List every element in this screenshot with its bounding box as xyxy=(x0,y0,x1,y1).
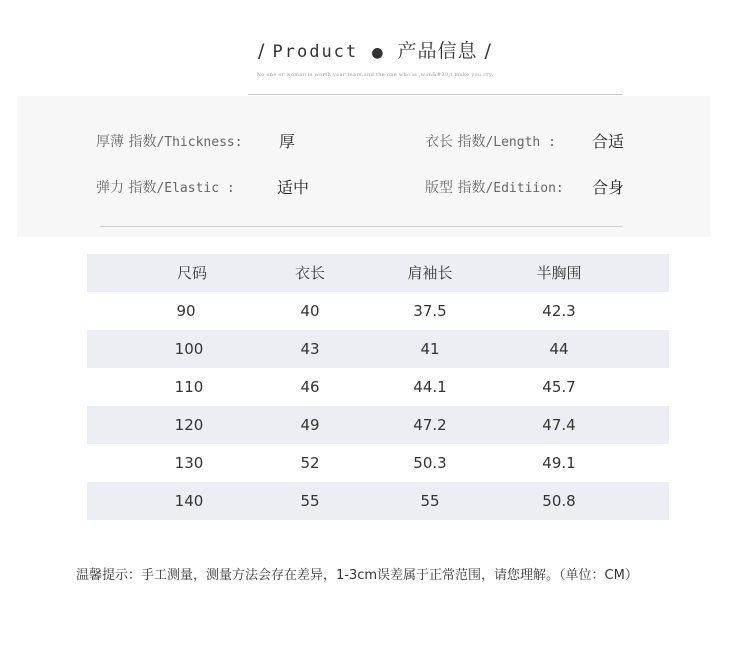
cell-half-chest: 42.3 xyxy=(542,302,576,320)
edition-label-cn: 版型 指数 xyxy=(425,180,486,196)
measurement-note: 温馨提示：手工测量，测量方法会存在差异，1-3cm误差属于正常范围，请您理解。（单位：CM） xyxy=(76,568,638,583)
thickness-label-cn: 厚薄 指数 xyxy=(96,134,157,150)
length-label-cn: 衣长 指数 xyxy=(425,134,486,150)
title-cn: 产品信息 xyxy=(397,40,478,62)
header-shoulder-sleeve: 肩袖长 xyxy=(407,264,453,282)
title-dot: ● xyxy=(371,45,385,61)
table-row xyxy=(87,482,669,520)
header-half-chest: 半胸围 xyxy=(536,264,582,282)
cell-size: 130 xyxy=(174,454,204,472)
thickness-value: 厚 xyxy=(279,132,296,151)
cell-half-chest: 47.4 xyxy=(542,416,576,434)
table-row xyxy=(87,330,669,368)
edition-value: 合身 xyxy=(592,178,625,197)
length-label xyxy=(425,131,556,151)
table-row xyxy=(87,444,669,482)
divider-bottom xyxy=(100,226,622,227)
cell-size: 90 xyxy=(176,302,196,320)
thickness-label-en: /Thickness: xyxy=(156,135,243,150)
thickness-label xyxy=(96,131,243,151)
cell-length: 43 xyxy=(300,340,320,358)
cell-shoulder-sleeve: 55 xyxy=(420,492,440,510)
table-row xyxy=(87,406,669,444)
cell-shoulder-sleeve: 37.5 xyxy=(413,302,447,320)
size-table xyxy=(87,254,669,520)
cell-half-chest: 49.1 xyxy=(542,454,576,472)
title-subline: No one or woman is worth your tears,and the one who is ,won&#39;t make you cry. xyxy=(256,72,494,78)
cell-half-chest: 44 xyxy=(549,340,569,358)
cell-shoulder-sleeve: 41 xyxy=(420,340,440,358)
cell-length: 55 xyxy=(300,492,320,510)
length-value: 合适 xyxy=(592,132,625,151)
title-slash-right: / xyxy=(484,40,492,62)
divider-top xyxy=(248,94,623,95)
elastic-value: 适中 xyxy=(277,178,310,197)
edition-label xyxy=(425,177,564,197)
cell-length: 46 xyxy=(300,378,320,396)
cell-size: 140 xyxy=(174,492,204,510)
cell-shoulder-sleeve: 44.1 xyxy=(413,378,447,396)
edition-label-en: /Editiion: xyxy=(485,181,564,196)
cell-size: 120 xyxy=(174,416,204,434)
cell-length: 49 xyxy=(300,416,320,434)
cell-half-chest: 45.7 xyxy=(542,378,576,396)
title-slash-left: / xyxy=(258,40,266,62)
elastic-label-cn: 弹力 指数 xyxy=(96,180,157,196)
table-header-row xyxy=(87,254,669,292)
header-length: 衣长 xyxy=(294,264,325,282)
cell-length: 40 xyxy=(300,302,320,320)
elastic-label-en: /Elastic : xyxy=(156,181,235,196)
cell-size: 100 xyxy=(174,340,204,358)
header-size: 尺码 xyxy=(176,264,207,282)
attributes-panel xyxy=(17,96,710,237)
cell-half-chest: 50.8 xyxy=(542,492,576,510)
table-row xyxy=(87,368,669,406)
page-title xyxy=(0,36,750,63)
elastic-label xyxy=(96,177,235,197)
cell-size: 110 xyxy=(174,378,204,396)
length-label-en: /Length : xyxy=(485,135,556,150)
cell-shoulder-sleeve: 47.2 xyxy=(413,416,447,434)
title-en: Product xyxy=(272,42,359,62)
cell-shoulder-sleeve: 50.3 xyxy=(413,454,447,472)
cell-length: 52 xyxy=(300,454,320,472)
table-row xyxy=(87,292,669,330)
